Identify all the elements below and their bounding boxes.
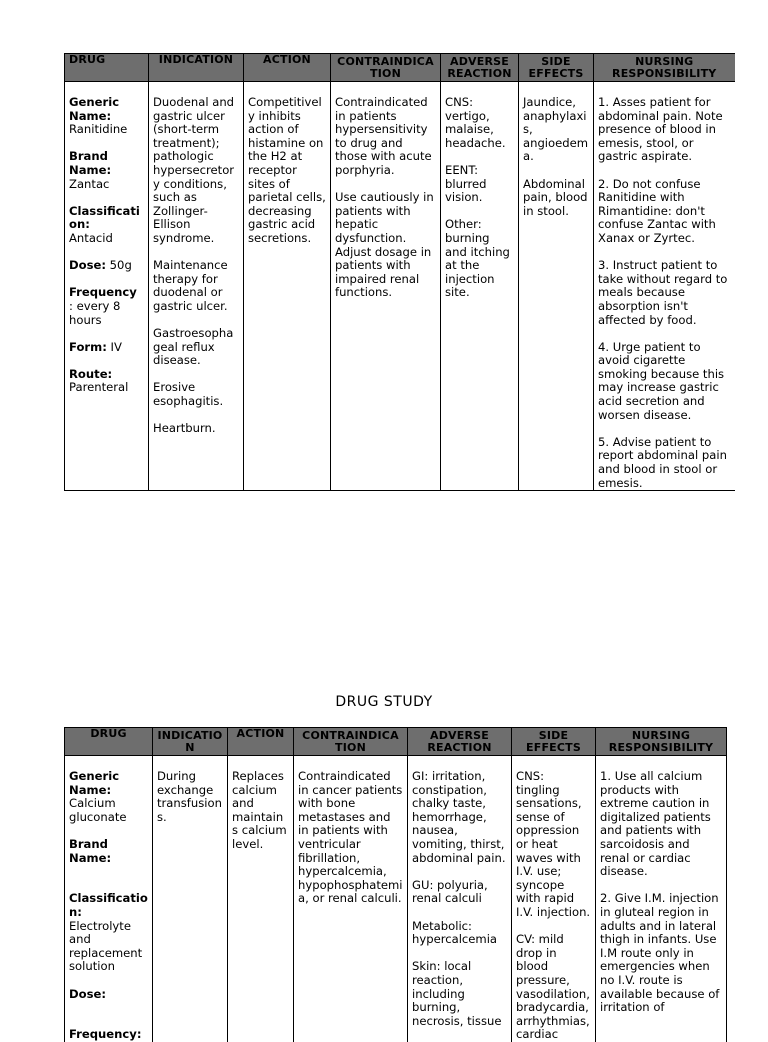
nursing-cell	[594, 82, 735, 491]
adverse-item: Metabolic: hypercalcemia	[412, 918, 498, 947]
adverse-item: GU: polyuria, renal calculi	[412, 877, 488, 906]
indication-item: Erosive esophagitis.	[153, 380, 224, 409]
contraindication-text: Contraindicated in patients hypersensitivity to drug and those with acute porphyria.	[335, 95, 432, 177]
route-value: Parenteral	[69, 380, 129, 395]
indication-item: Heartburn.	[153, 421, 216, 436]
header-contraindication: CONTRAINDICA TION	[331, 54, 441, 82]
nursing-item: 3. Instruct patient to take without regard to meals because absorption isn't affected by food.	[598, 258, 728, 327]
action-text: Competitively inhibits action of histamine on the H2 at receptor sites of parietal cells, decreasing gastric acid secretions.	[248, 95, 326, 245]
dose-label: Dose:	[69, 986, 106, 1001]
contraindication-text: Use cautiously in patients with hepatic dysfunction. Adjust dosage in patients with impaired renal functions.	[335, 190, 434, 300]
side-effects-cell	[512, 756, 596, 1042]
nursing-item: 1. Use all calcium products with extreme caution in digitalized patients and patients with sarcoidosis and renal or cardiac disease.	[600, 769, 711, 879]
page-title: DRUG STUDY	[335, 694, 433, 710]
contraindication-cell	[294, 756, 408, 1042]
nursing-item: 2. Do not confuse Ranitidine with Rimantidine: don't confuse Zantac with Xanax or Zyrtec.	[598, 176, 716, 245]
adverse-reaction-cell	[408, 756, 512, 1042]
classification-value: Antacid	[69, 230, 113, 245]
header-side-effects: SIDE EFFECTS	[519, 54, 594, 82]
brand-name-label: Brand Name:	[69, 836, 112, 865]
brand-name-label: Brand Name:	[69, 149, 112, 177]
adverse-item: GI: irritation, constipation, chalky taste, hemorrhage, nausea, vomiting, thirst, abdominal pain.	[412, 769, 506, 865]
side-effect-item: CNS: tingling sensations, sense of oppression or heat waves with I.V. use; syncope with rapid I.V. injection.	[516, 769, 591, 919]
classification-value: Electrolyte and replacement solution	[69, 918, 143, 974]
nursing-item: 2. Give I.M. injection in gluteal region in adults and in lateral thigh in infants. Use I.M route only in emergencies when no I.V. route is available because of irritation of	[600, 891, 720, 1015]
indication-text: During exchange transfusions.	[157, 769, 222, 824]
action-cell	[244, 82, 331, 491]
adverse-reaction-cell	[441, 82, 519, 491]
header-action: ACTION	[228, 728, 294, 756]
indication-cell	[149, 82, 244, 491]
side-effect-item: CV: mild drop in blood pressure, vasodilation, bradycardia, arrhythmias, cardiac	[516, 932, 590, 1042]
generic-name-value: Calcium gluconate	[69, 796, 127, 824]
indication-item: Duodenal and gastric ulcer (short-term treatment); pathologic hypersecretory conditions, such as Zollinger-Ellison syndrome.	[153, 95, 235, 245]
generic-name-label: Generic Name:	[69, 769, 120, 797]
header-drug: DRUG	[65, 54, 149, 82]
frequency-label: Frequency	[69, 285, 137, 300]
drug-table-ranitidine	[64, 53, 735, 491]
action-text: Replaces calcium and maintains calcium level.	[232, 769, 287, 851]
classification-label: Classification:	[69, 203, 140, 232]
header-side-effects: SIDE EFFECTS	[512, 728, 596, 756]
classification-label: Classification:	[69, 891, 148, 919]
drug-cell	[65, 82, 149, 491]
header-indication: INDICATION	[153, 728, 228, 756]
header-drug: DRUG	[65, 728, 153, 756]
frequency-value: : every 8 hours	[69, 298, 121, 327]
nursing-item: 1. Asses patient for abdominal pain. Note presence of blood in emesis, stool, or gastric aspirate.	[598, 95, 723, 164]
adverse-item: CNS: vertigo, malaise, headache.	[445, 95, 506, 150]
side-effect-item: Abdominal pain, blood in stool.	[523, 176, 588, 218]
dose-label: Dose:	[69, 258, 106, 273]
adverse-item: Skin: local reaction, including burning, necrosis, tissue	[412, 959, 502, 1028]
adverse-item: EENT: blurred vision.	[445, 162, 487, 205]
side-effect-item: Jaundice, anaphylaxis, angioedema.	[523, 95, 589, 164]
drug-table-calcium-gluconate	[64, 727, 727, 1042]
contraindication-cell	[331, 82, 441, 491]
generic-name-label: Generic Name:	[69, 95, 120, 123]
header-indication: INDICATION	[149, 54, 244, 82]
header-nursing-responsibility: NURSING RESPONSIBILITY	[594, 54, 735, 82]
nursing-item: 4. Urge patient to avoid cigarette smoking because this may increase gastric acid secretion and worsen disease.	[598, 339, 725, 422]
brand-name-value: Zantac	[69, 176, 110, 191]
contraindication-text: Contraindicated in cancer patients with bone metastases and in patients with ventricular fibrillation, hypercalcemia, hypophosphatemia, or renal calculi.	[298, 769, 403, 906]
form-label: Form:	[69, 339, 107, 354]
nursing-cell	[596, 756, 727, 1042]
action-cell	[228, 756, 294, 1042]
header-adverse-reaction: ADVERSE REACTION	[441, 54, 519, 82]
indication-item: Gastroesophageal reflux disease.	[153, 326, 234, 368]
dose-value: 50g	[106, 258, 132, 273]
adverse-item: Other: burning and itching at the injection site.	[445, 217, 510, 300]
indication-cell	[153, 756, 228, 1042]
header-contraindication: CONTRAINDICA TION	[294, 728, 408, 756]
generic-name-value: Ranitidine	[69, 122, 128, 137]
header-action: ACTION	[244, 54, 331, 82]
indication-item: Maintenance therapy for duodenal or gastric ulcer.	[153, 258, 228, 313]
frequency-label: Frequency:	[69, 1027, 142, 1042]
side-effects-cell	[519, 82, 594, 491]
header-adverse-reaction: ADVERSE REACTION	[408, 728, 512, 756]
header-nursing-responsibility: NURSING RESPONSIBILITY	[596, 728, 727, 756]
form-value: IV	[106, 339, 122, 354]
route-label: Route:	[69, 366, 113, 381]
nursing-item: 5. Advise patient to report abdominal pain and blood in stool or emesis.	[598, 434, 727, 490]
drug-cell	[65, 756, 153, 1042]
